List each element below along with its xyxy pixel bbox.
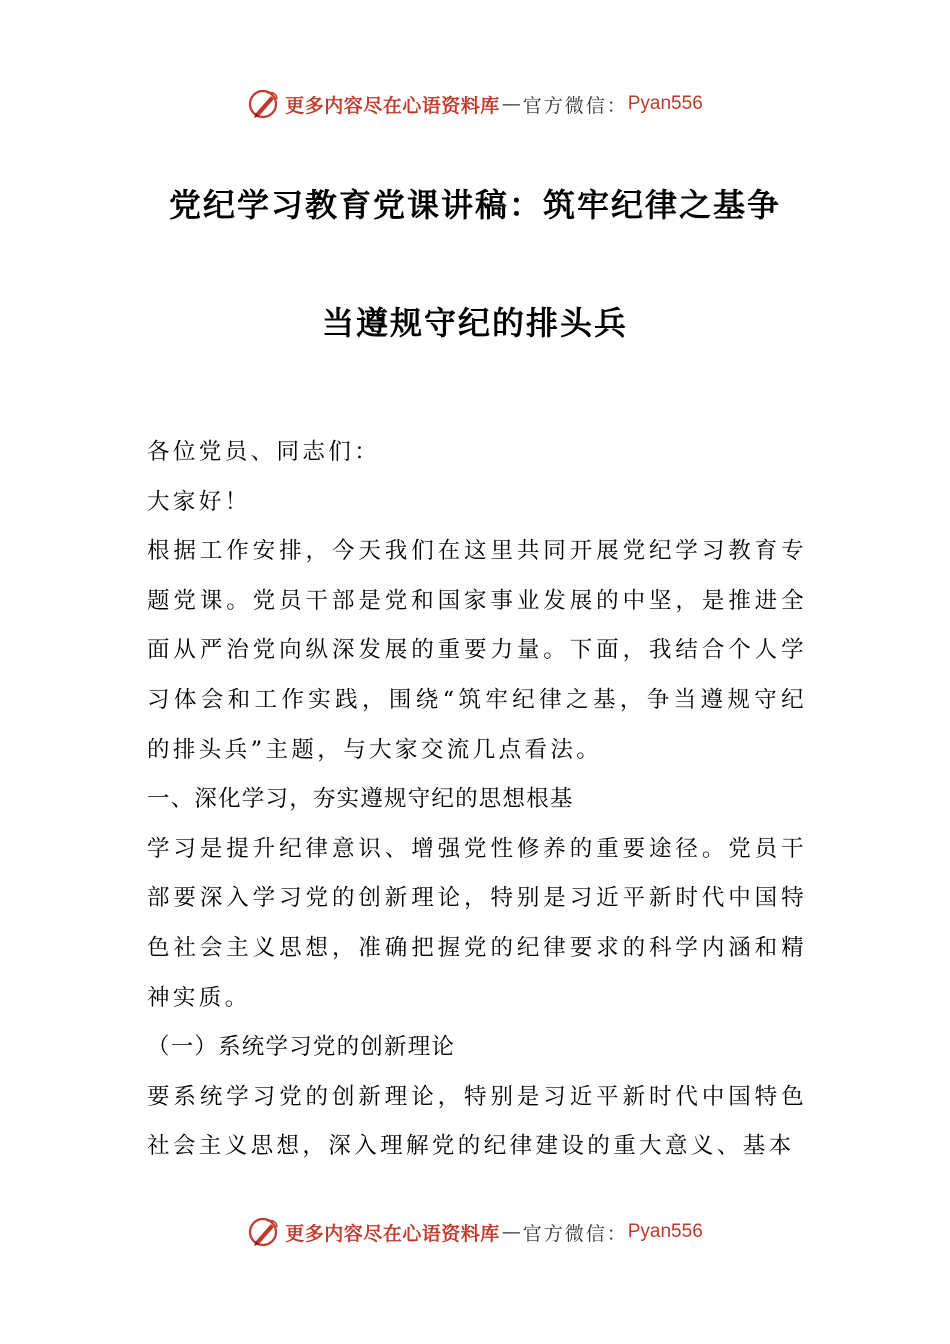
subsection-1-heading: （一）系统学习党的创新理论 — [147, 1034, 456, 1061]
header-watermark — [0, 84, 950, 124]
pen-logo-icon — [247, 1215, 281, 1249]
watermark-wechat-label: 官方微信： — [522, 1222, 628, 1245]
watermark-wechat-label: 官方微信： — [522, 94, 628, 117]
subsection-1-paragraph: 要系统学习党的创新理论，特别是习近平新时代中国特色社会主义思想，深入理解党的纪律建设的重大意义、基本 — [147, 1083, 807, 1160]
pen-logo-icon — [247, 87, 281, 121]
intro-paragraph: 根据工作安排，今天我们在这里共同开展党纪学习教育专题党课。党员干部是党和国家事业发展的中坚，是推进全面从严治党向纵深发展的重要力量。下面，我结合个人学习体会和工作实践，围绕“筑牢纪律之基，争当遵规守纪的排头兵”主题，与大家交流几点看法。 — [147, 538, 807, 763]
section-1-paragraph: 学习是提升纪律意识、增强党性修养的重要途径。党员干部要深入学习党的创新理论，特别是习近平新时代中国特色社会主义思想，准确把握党的纪律要求的科学内涵和精神实质。 — [147, 835, 807, 1011]
greeting: 大家好！ — [147, 488, 251, 515]
footer-watermark — [0, 1212, 950, 1252]
watermark-separator: — — [501, 1221, 521, 1243]
watermark-wechat-id: Pyan556 — [627, 1221, 703, 1242]
page-title-line-2: 当遵规守纪的排头兵 — [321, 304, 628, 342]
watermark-text: 更多内容尽在心语资料库 — [285, 94, 500, 117]
watermark-wechat-id: Pyan556 — [627, 93, 703, 114]
watermark-text: 更多内容尽在心语资料库 — [285, 1222, 500, 1245]
page-title-line-1: 党纪学习教育党课讲稿：筑牢纪律之基争 — [168, 186, 781, 224]
section-1-heading: 一、深化学习，夯实遵规守纪的思想根基 — [147, 786, 574, 813]
salutation: 各位党员、同志们： — [147, 439, 381, 465]
watermark-separator: — — [501, 93, 521, 115]
document-body — [147, 428, 807, 1172]
